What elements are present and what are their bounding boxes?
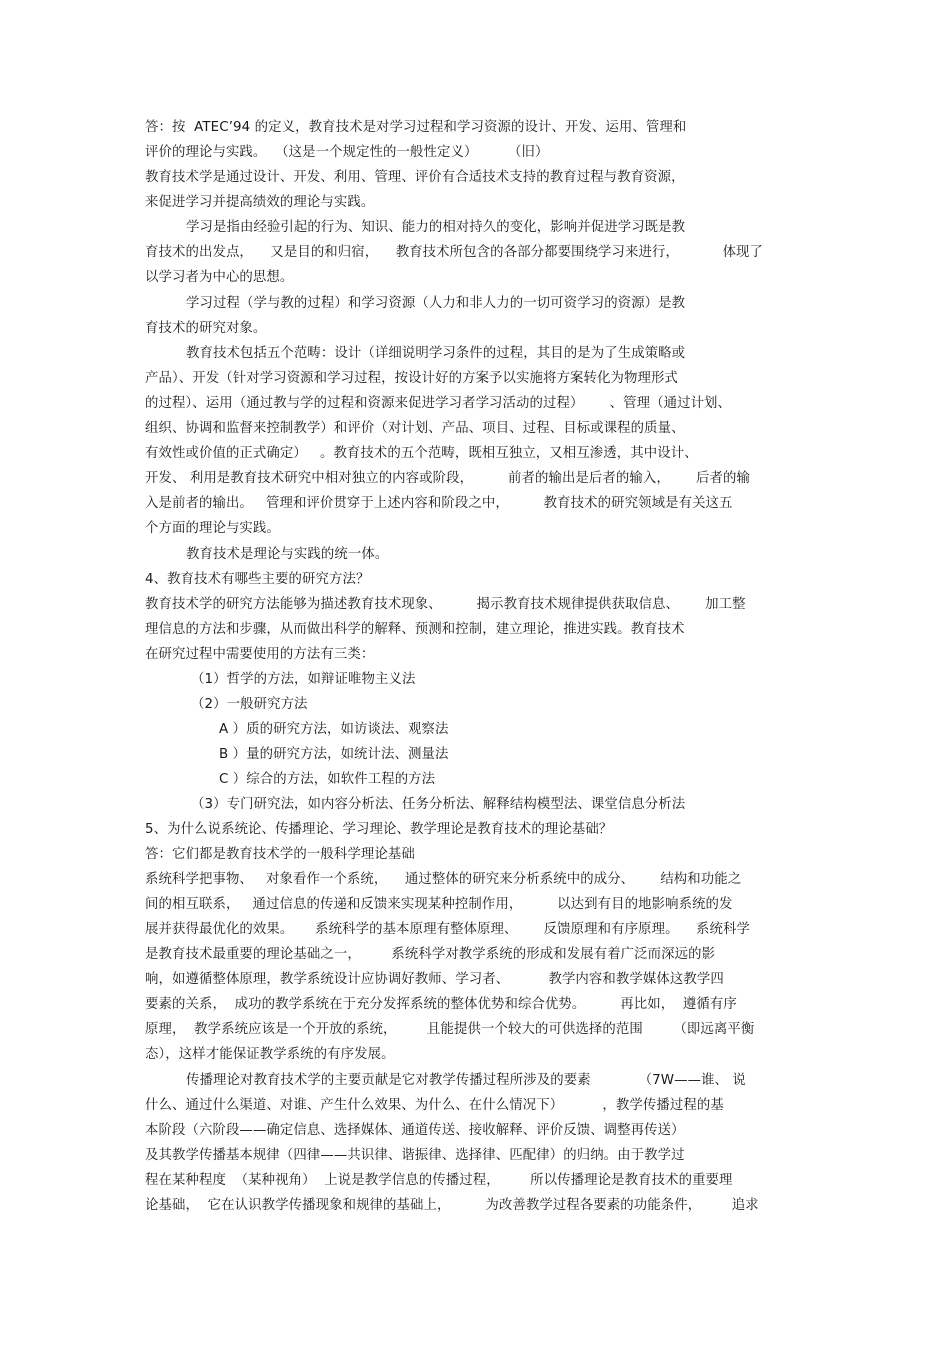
text-line: 理信息的方法和步骤，从而做出科学的解释、预测和控制，建立理论，推进实践。教育技术 bbox=[145, 622, 685, 637]
text-line: 来促进学习并提高绩效的理论与实践。 bbox=[145, 195, 375, 210]
text-line: 育技术的研究对象。 bbox=[145, 321, 267, 336]
text-line: 要素的关系， 成功的教学系统在于充分发挥系统的整体优势和综合优势。 再比如， 遵循有序 bbox=[145, 997, 737, 1012]
text-line: 教育技术学是通过设计、开发、利用、管理、评价有合适技术支持的教育过程与教育资源， bbox=[145, 170, 685, 185]
text-line: 教育技术是理论与实践的统一体。 bbox=[186, 547, 389, 562]
text-line: 什么、通过什么渠道、对谁、产生什么效果、为什么、在什么情况下） ，教学传播过程的基 bbox=[145, 1098, 724, 1113]
section-heading: 4、教育技术有哪些主要的研究方法？ bbox=[145, 572, 370, 587]
text-line: 是教育技术最重要的理论基础之一， 系统科学对教学系统的形成和发展有着广泛而深远的影 bbox=[145, 947, 716, 962]
list-item: （1）哲学的方法，如辩证唯物主义法 bbox=[191, 672, 416, 687]
text-line: 教育技术包括五个范畴：设计（详细说明学习条件的过程，其目的是为了生成策略或 bbox=[186, 346, 686, 361]
list-subitem: B ）量的研究方法，如统计法、测量法 bbox=[219, 747, 449, 762]
text-line: 答：它们都是教育技术学的一般科学理论基础 bbox=[145, 847, 415, 862]
text-line: 教育技术学的研究方法能够为描述教育技术现象、 揭示教育技术规律提供获取信息、 加工整 bbox=[145, 597, 746, 612]
text-line: 本阶段（六阶段——确定信息、选择媒体、通道传送、接收解释、评价反馈、调整再传送） bbox=[145, 1123, 685, 1138]
text-line: 有效性或价值的正式确定） 。教育技术的五个范畴，既相互独立，又相互渗透，其中设计、 bbox=[145, 446, 698, 461]
text-line: 系统科学把事物、 对象看作一个系统， 通过整体的研究来分析系统中的成分、 结构和功能之 bbox=[145, 872, 742, 887]
text-line: 传播理论对教育技术学的主要贡献是它对教学传播过程所涉及的要素 （7W——谁、 说 bbox=[186, 1073, 746, 1088]
list-item: （3）专门研究法，如内容分析法、任务分析法、解释结构模型法、课堂信息分析法 bbox=[191, 797, 686, 812]
text-line: 开发、 利用是教育技术研究中相对独立的内容或阶段， 前者的输出是后者的输入， 后者的输 bbox=[145, 471, 750, 486]
text-line: 展并获得最优化的效果。 系统科学的基本原理有整体原理、 反馈原理和有序原理。 系统科学 bbox=[145, 922, 750, 937]
text-line: 的过程）、运用（通过教与学的过程和资源来促进学习者学习活动的过程） 、管理（通过计划、 bbox=[145, 396, 732, 411]
list-subitem: C ）综合的方法，如软件工程的方法 bbox=[219, 772, 436, 787]
text-line: 学习是指由经验引起的行为、知识、能力的相对持久的变化，影响并促进学习既是教 bbox=[186, 220, 686, 235]
text-line: 答：按 ATEC’94 的定义，教育技术是对学习过程和学习资源的设计、开发、运用、管理和 bbox=[145, 120, 687, 135]
list-item: （2）一般研究方法 bbox=[191, 697, 308, 712]
text-line: 育技术的出发点， 又是目的和归宿， 教育技术所包含的各部分都要围绕学习来进行， 体现了 bbox=[145, 245, 764, 260]
text-line: 间的相互联系， 通过信息的传递和反馈来实现某种控制作用， 以达到有目的地影响系统的发 bbox=[145, 897, 733, 912]
text-line: 评价的理论与实践。 （这是一个规定性的一般性定义） （旧） bbox=[145, 145, 549, 160]
text-line: 原理， 教学系统应该是一个开放的系统， 且能提供一个较大的可供选择的范围 （即远离平衡 bbox=[145, 1022, 755, 1037]
text-line: 产品）、开发（针对学习资源和学习过程，按设计好的方案予以实施将方案转化为物理形式 bbox=[145, 371, 678, 386]
section-heading: 5、为什么说系统论、传播理论、学习理论、教学理论是教育技术的理论基础？ bbox=[145, 822, 613, 837]
text-line: 在研究过程中需要使用的方法有三类： bbox=[145, 647, 375, 662]
text-line: 及其教学传播基本规律（四律——共识律、谐振律、选择律、匹配律）的归纳。由于教学过 bbox=[145, 1148, 685, 1163]
text-line: 态），这样才能保证教学系统的有序发展。 bbox=[145, 1047, 395, 1062]
text-line: 组织、协调和监督来控制教学）和评价（对计划、产品、项目、过程、目标或课程的质量、 bbox=[145, 421, 685, 436]
text-line: 响，如遵循整体原理，教学系统设计应协调好教师、学习者、 教学内容和教学媒体这教学四 bbox=[145, 972, 724, 987]
text-line: 入是前者的输出。 管理和评价贯穿于上述内容和阶段之中， 教育技术的研究领域是有关这五 bbox=[145, 496, 733, 511]
text-line: 程在某种程度 （某种视角） 上说是教学信息的传播过程， 所以传播理论是教育技术的重要理 bbox=[145, 1173, 733, 1188]
text-line: 个方面的理论与实践。 bbox=[145, 521, 280, 536]
list-subitem: A ）质的研究方法，如访谈法、观察法 bbox=[219, 722, 449, 737]
text-line: 论基础， 它在认识教学传播现象和规律的基础上， 为改善教学过程各要素的功能条件， 追求 bbox=[145, 1198, 759, 1213]
text-line: 学习过程（学与教的过程）和学习资源（人力和非人力的一切可资学习的资源）是教 bbox=[186, 296, 686, 311]
text-line: 以学习者为中心的思想。 bbox=[145, 270, 294, 285]
